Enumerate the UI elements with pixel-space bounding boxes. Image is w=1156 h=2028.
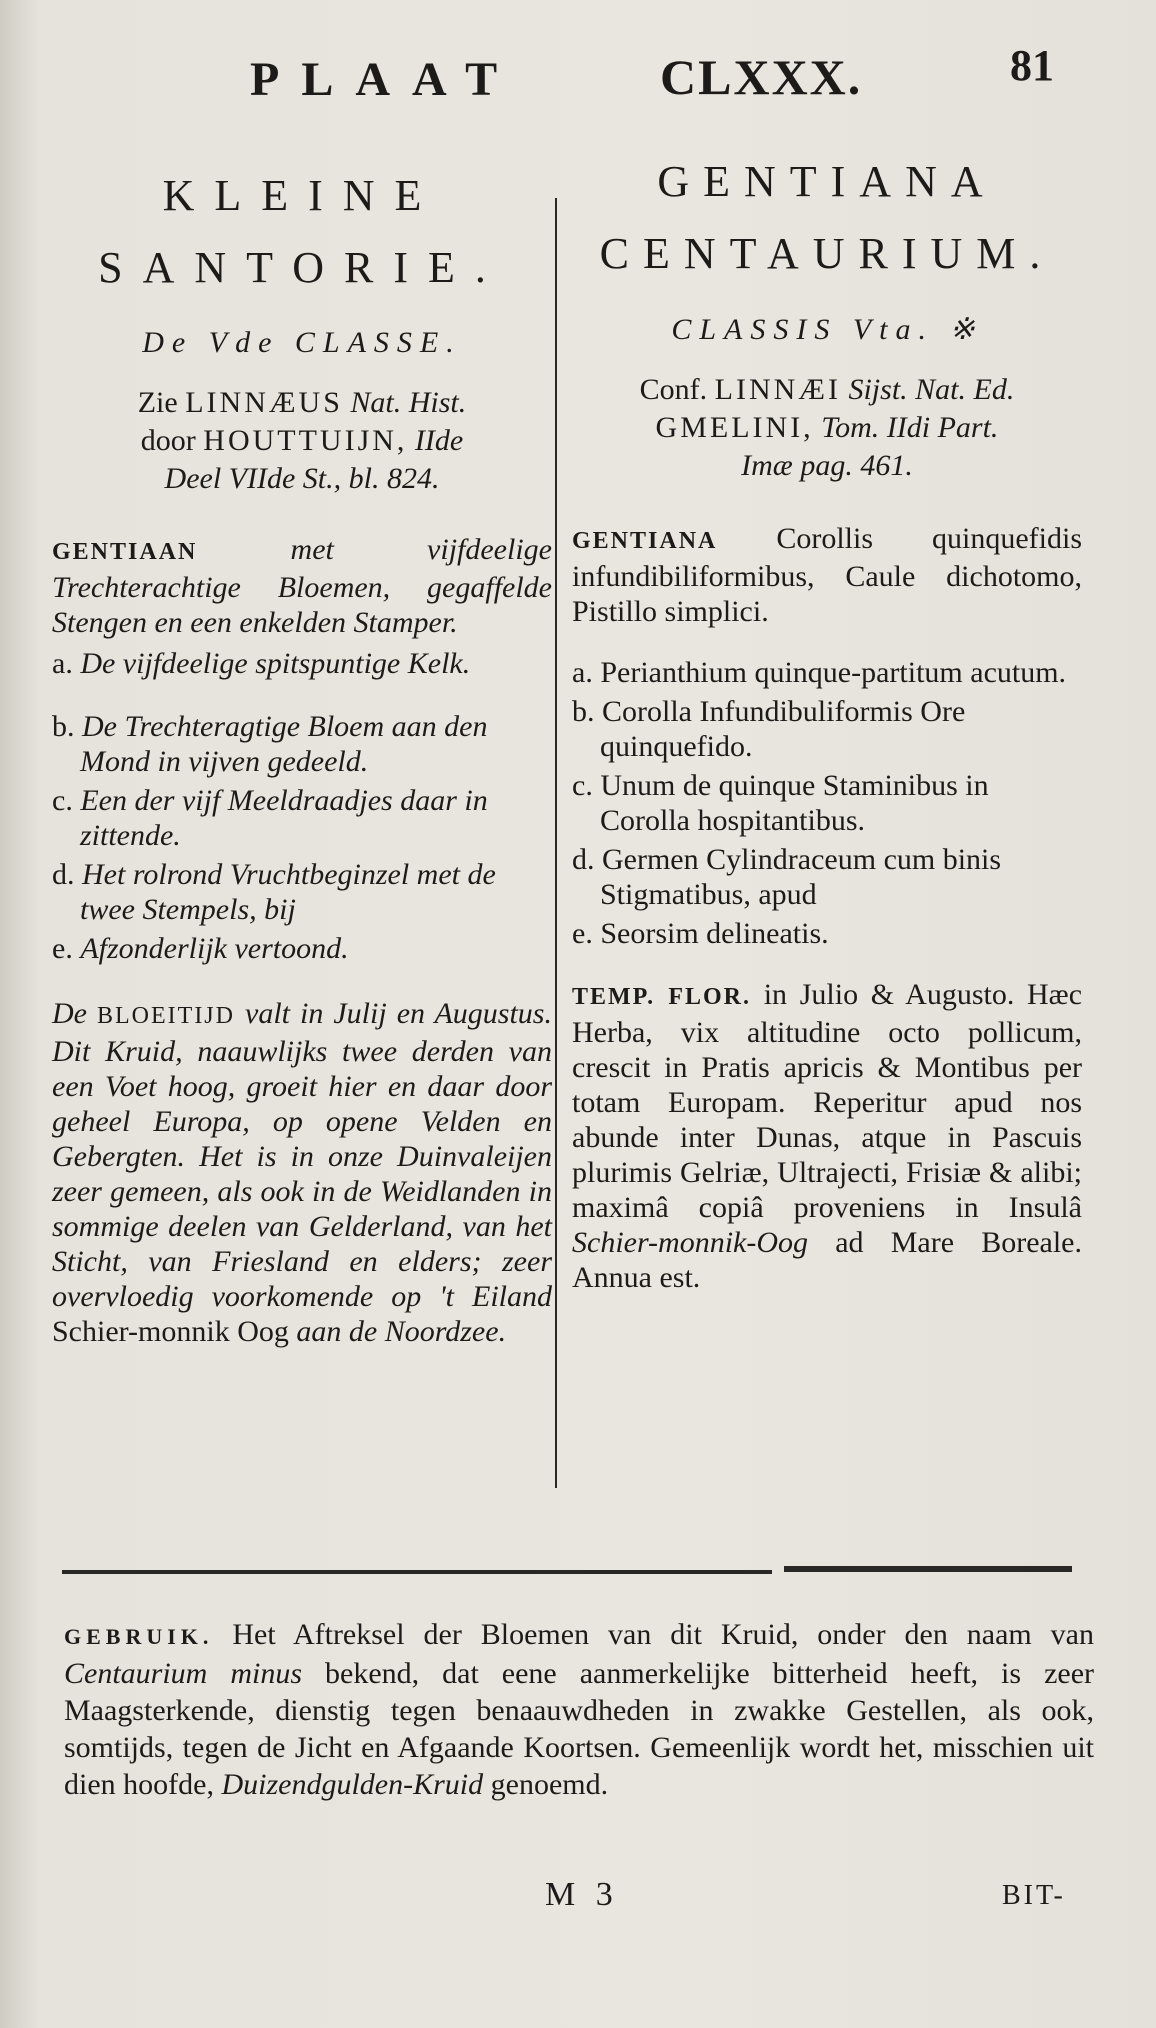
- ref-text: Zie: [137, 386, 178, 419]
- latin-title-line-1: GENTIANA: [657, 157, 997, 206]
- legend-item: b. Corolla Infundibuliformis Ore quinquefido.: [572, 695, 966, 763]
- ref-author: HOUTTUIJN,: [203, 424, 408, 457]
- latin-title-line-2: CENTAURIUM.: [599, 229, 1055, 278]
- ref-work: Nat. Hist.: [350, 386, 467, 419]
- dutch-title-line-1: KLEINE: [162, 171, 442, 220]
- legend-item: e. Afzonderlijk vertoond.: [52, 932, 349, 965]
- legend-item: b. De Trechteragtige Bloem aan den Mond in vijven gedeeld.: [52, 710, 488, 778]
- genus-name: GENTIANA: [572, 528, 718, 554]
- legend-item: d. Het rolrond Vruchtbeginzel met de twee Stempels, bij: [52, 858, 496, 926]
- legend-item: c. Een der vijf Meeldraadjes daar in zittende.: [52, 784, 488, 852]
- usage-paragraph: GEBRUIK. Het Aftreksel der Bloemen van dit Kruid, onder den naam van Centaurium minus bekend, dat eene aanmerkelijke bitterheid heeft, is zeer Maagsterkende, dienstig tegen benaauwdheden in zwakke Gestellen, als ook, somtijds, tegen de Jicht en Afgaande Koortsen. Gemeenlijk wordt het, misschien uit dien hoofde, Duizendgulden-Kruid genoemd.: [64, 1618, 1095, 1801]
- flowering-lead: BLOEITIJD: [97, 1003, 235, 1029]
- plate-number: CLXXX.: [660, 49, 863, 105]
- common-name: Duizendgulden-Kruid: [221, 1768, 484, 1801]
- description-text: met vijfdeelige Trechterachtige Bloemen, gegaffelde Stengen en een enkelden Stamper.: [52, 533, 552, 639]
- dutch-reference: [52, 384, 552, 498]
- flowering-lead: TEMP. FLOR.: [572, 984, 751, 1010]
- section-rule-left: [62, 1570, 772, 1574]
- plate-label: PLAAT: [250, 53, 520, 106]
- column-divider: [555, 198, 557, 1488]
- legend-item: e. Seorsim delineatis.: [572, 917, 829, 950]
- legend-item: c. Unum de quinque Staminibus in Corolla hospitantibus.: [572, 769, 989, 837]
- dutch-description: [52, 532, 552, 640]
- dutch-title-line-2: SANTORIE.: [98, 243, 506, 292]
- section-rule-right: [784, 1566, 1072, 1572]
- latin-flowering-time: TEMP. FLOR. in Julio & Augusto. Hæc Herba, vix altitudine octo pollicum, crescit in Pratis apricis & Montibus per totam Europam. Reperitur apud nos abunde inter Dunas, atque in Pascuis plurimis Gelriæ, Ultrajecti, Frisiæ & alibi; maximâ copiâ proveniens in Insulâ Schier-monnik-Oog ad Mare Boreale. Annua est.: [572, 978, 1083, 1294]
- ref-author: LINNÆI: [714, 373, 841, 406]
- dutch-classis: De Vde CLASSE.: [142, 326, 462, 359]
- usage-lead: GEBRUIK.: [64, 1624, 214, 1649]
- latin-figure-legend: [572, 655, 1082, 951]
- latin-description: GENTIANA Corollis quinquefidis infundibiliformibus, Caule dichotomo, Pistillo simplici.: [572, 522, 1082, 628]
- latin-column: [572, 157, 1083, 1295]
- dutch-column: [52, 160, 552, 1349]
- signature-mark: M 3: [545, 1876, 619, 1913]
- latin-reference: Conf. LINNÆI Sijst. Nat. Ed. GMELINI, Tom. IIdi Part. Imæ pag. 461.: [639, 373, 1015, 482]
- dutch-flowering-time: De BLOEITIJD valt in Julij en Augustus. Dit Kruid, naauwlijks twee derden van een Voet hoog, groeit hier en daar door geheel Europa, op opene Velden en Gebergten. Het is in onze Duinvaleijen zeer gemeen, als ook in de Weidlanden in sommige deelen van Gelderland, van het Sticht, van Friesland en elders; zeer overvloedig voorkomende op 't Eiland Schier-monnik Oog aan de Noordzee.: [52, 997, 552, 1348]
- ref-author: LINNÆUS: [185, 386, 343, 419]
- page-number: 81: [1010, 41, 1054, 90]
- ref-editor: GMELINI,: [655, 411, 814, 444]
- dutch-figure-legend: [52, 646, 552, 966]
- island-name: Schier-monnik-Oog: [572, 1226, 809, 1259]
- island-name: Schier-monnik Oog: [52, 1315, 289, 1348]
- legend-item: d. Germen Cylindraceum cum binis Stigmatibus, apud: [572, 843, 1002, 911]
- legend-item: a. De vijfdeelige spitspuntige Kelk.: [52, 647, 471, 680]
- latin-drug-name: Centaurium minus: [64, 1657, 303, 1690]
- ref-page: Deel VIIde St., bl. 824.: [164, 462, 440, 495]
- catchword: BIT-: [1002, 1880, 1066, 1911]
- ref-volume: IIde: [414, 424, 464, 457]
- latin-classis: CLASSIS Vta. ※: [671, 313, 983, 346]
- genus-name: GENTIAAN: [52, 539, 198, 565]
- legend-item: a. Perianthium quinque-partitum acutum.: [572, 656, 1067, 689]
- ref-text: door: [140, 424, 196, 457]
